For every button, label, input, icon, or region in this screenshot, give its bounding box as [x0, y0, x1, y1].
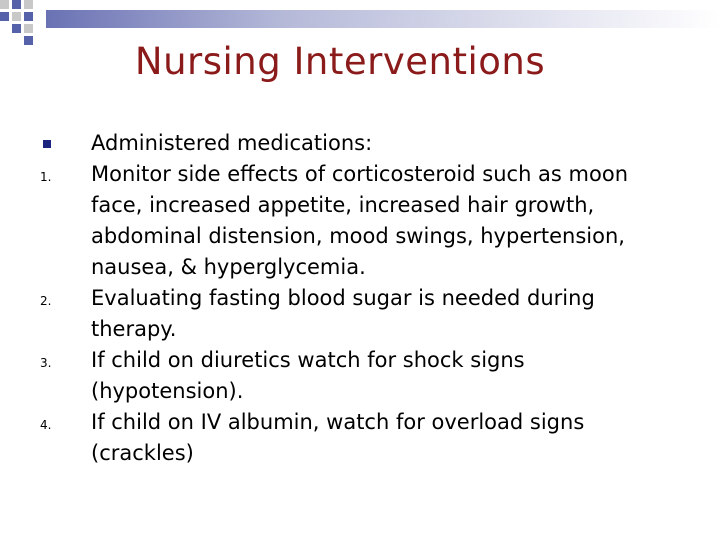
slide-title: Nursing Interventions: [134, 40, 546, 83]
list-item: [40, 159, 680, 283]
list-item: [40, 283, 680, 345]
item-number: 2.: [40, 294, 52, 308]
bullet-heading: Administered medications:: [91, 131, 373, 155]
list-item: [40, 407, 680, 469]
item-text: If child on IV albumin, watch for overload signs (crackles): [91, 410, 585, 465]
slide-body: [40, 128, 680, 469]
item-text: Monitor side effects of corticosteroid such as moon face, increased appetite, increased hair growth, abdominal distension, mood swings, hypertension, nausea, & hyperglycemia.: [91, 162, 628, 279]
item-number: 1.: [40, 170, 52, 184]
item-number: 4.: [40, 418, 52, 432]
bullet-item: [40, 128, 680, 159]
item-text: If child on diuretics watch for shock signs (hypotension).: [91, 348, 525, 403]
item-number: 3.: [40, 356, 52, 370]
list-item: [40, 345, 680, 407]
square-bullet-icon: [43, 140, 51, 148]
item-text: Evaluating fasting blood sugar is needed during therapy.: [91, 286, 595, 341]
